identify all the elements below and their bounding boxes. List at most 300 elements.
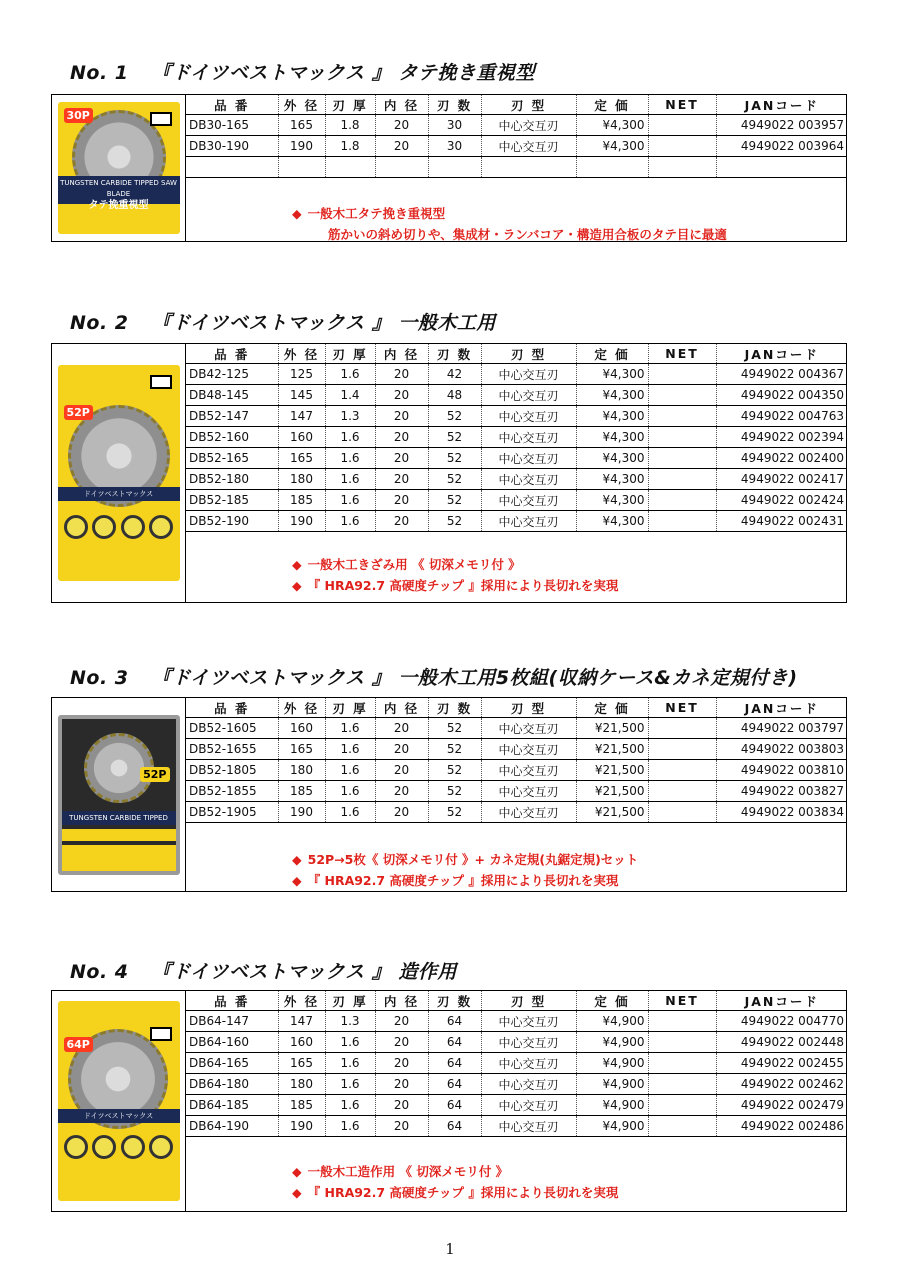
blade-thickness-cell: 1.6 bbox=[325, 469, 375, 490]
jan-code-cell: 4949022 002448 bbox=[716, 1032, 847, 1053]
note-text: 一般木工きざみ用 《 切深メモリ付 》 bbox=[307, 557, 521, 572]
column-header: 内 径 bbox=[375, 991, 428, 1011]
tooth-count-badge: 52P bbox=[64, 405, 93, 420]
column-header: JANコード bbox=[716, 698, 847, 718]
table-row bbox=[186, 427, 847, 448]
diamond-bullet-icon: ◆ bbox=[292, 206, 302, 221]
package-band: TUNGSTEN CARBIDE TIPPED bbox=[62, 811, 176, 825]
product-code-cell bbox=[186, 157, 278, 178]
inner-diameter-cell: 20 bbox=[375, 739, 428, 760]
list-price-cell: ¥21,500 bbox=[576, 718, 648, 739]
tooth-count-cell: 64 bbox=[428, 1074, 481, 1095]
tooth-count-cell: 52 bbox=[428, 427, 481, 448]
product-code-cell: DB42-125 bbox=[186, 364, 278, 385]
list-price-cell: ¥4,300 bbox=[576, 427, 648, 448]
product-code-cell: DB52-1605 bbox=[186, 718, 278, 739]
package-band: ドイツベストマックス bbox=[58, 487, 180, 501]
inner-diameter-cell: 20 bbox=[375, 1011, 428, 1032]
jan-code-cell: 4949022 004350 bbox=[716, 385, 847, 406]
jan-code-cell bbox=[716, 157, 847, 178]
product-code-cell: DB52-1805 bbox=[186, 760, 278, 781]
table-row bbox=[186, 1032, 847, 1053]
package-band bbox=[58, 176, 180, 211]
column-header: 品 番 bbox=[186, 95, 278, 115]
list-price-cell: ¥4,300 bbox=[576, 469, 648, 490]
note-line bbox=[292, 870, 638, 891]
column-header: 外 径 bbox=[278, 344, 325, 364]
inner-diameter-cell: 20 bbox=[375, 427, 428, 448]
jan-code-cell: 4949022 002417 bbox=[716, 469, 847, 490]
spec-table-4 bbox=[186, 991, 847, 1137]
note-text: 『 HRA92.7 高硬度チップ 』採用により長切れを実現 bbox=[307, 1185, 619, 1200]
outer-diameter-cell: 165 bbox=[278, 448, 325, 469]
inner-diameter-cell: 20 bbox=[375, 718, 428, 739]
tooth-type-cell: 中心交互刃 bbox=[481, 427, 576, 448]
column-header: 定 価 bbox=[576, 991, 648, 1011]
tooth-count-cell: 52 bbox=[428, 718, 481, 739]
net-price-cell bbox=[648, 1074, 716, 1095]
table-row bbox=[186, 448, 847, 469]
column-header: 外 径 bbox=[278, 698, 325, 718]
blade-thickness-cell: 1.8 bbox=[325, 115, 375, 136]
table-row bbox=[186, 406, 847, 427]
list-price-cell bbox=[576, 157, 648, 178]
note-text: 『 HRA92.7 高硬度チップ 』採用により長切れを実現 bbox=[307, 578, 619, 593]
net-price-cell bbox=[648, 157, 716, 178]
page-number: 1 bbox=[445, 1240, 455, 1258]
column-header: 刃 型 bbox=[481, 344, 576, 364]
inner-diameter-cell: 20 bbox=[375, 511, 428, 532]
tooth-type-cell: 中心交互刃 bbox=[481, 385, 576, 406]
jan-code-cell: 4949022 002486 bbox=[716, 1116, 847, 1137]
jan-code-cell: 4949022 004367 bbox=[716, 364, 847, 385]
inner-diameter-cell: 20 bbox=[375, 781, 428, 802]
product-block-1 bbox=[51, 94, 847, 242]
note-line bbox=[292, 575, 618, 596]
package-band-text: TUNGSTEN CARBIDE TIPPED SAW BLADE bbox=[60, 179, 177, 198]
jan-code-cell: 4949022 002479 bbox=[716, 1095, 847, 1116]
table-header-row bbox=[186, 991, 847, 1011]
tooth-count-badge: 30P bbox=[64, 108, 93, 123]
tooth-type-cell: 中心交互刃 bbox=[481, 802, 576, 823]
list-price-cell: ¥4,900 bbox=[576, 1053, 648, 1074]
product-code-cell: DB52-165 bbox=[186, 448, 278, 469]
blade-sample-icon bbox=[149, 1135, 173, 1159]
column-header: 内 径 bbox=[375, 344, 428, 364]
table-row bbox=[186, 1011, 847, 1032]
product-code-cell: DB52-1855 bbox=[186, 781, 278, 802]
section-notes bbox=[292, 849, 638, 891]
column-header: JANコード bbox=[716, 991, 847, 1011]
blade-sample-icon bbox=[64, 515, 88, 539]
note-text: 52P→5枚《 切深メモリ付 》+ カネ定規(丸鋸定規)セット bbox=[307, 852, 639, 867]
outer-diameter-cell: 165 bbox=[278, 739, 325, 760]
outer-diameter-cell: 147 bbox=[278, 406, 325, 427]
product-block-4 bbox=[51, 990, 847, 1212]
tooth-type-cell: 中心交互刃 bbox=[481, 490, 576, 511]
tooth-type-cell: 中心交互刃 bbox=[481, 1053, 576, 1074]
note-text: 『 HRA92.7 高硬度チップ 』採用により長切れを実現 bbox=[307, 873, 619, 888]
tooth-count-cell: 30 bbox=[428, 115, 481, 136]
outer-diameter-cell: 180 bbox=[278, 1074, 325, 1095]
list-price-cell: ¥4,900 bbox=[576, 1011, 648, 1032]
jan-code-cell: 4949022 002400 bbox=[716, 448, 847, 469]
table-row bbox=[186, 364, 847, 385]
product-code-cell: DB30-190 bbox=[186, 136, 278, 157]
note-text: 一般木工タテ挽き重視型 bbox=[307, 206, 446, 221]
product-code-cell: DB64-180 bbox=[186, 1074, 278, 1095]
blade-sample-icon bbox=[121, 515, 145, 539]
table-row bbox=[186, 739, 847, 760]
section-number: No. 4 bbox=[70, 961, 129, 983]
net-price-cell bbox=[648, 739, 716, 760]
diamond-bullet-icon: ◆ bbox=[292, 578, 302, 593]
net-price-cell bbox=[648, 490, 716, 511]
column-header: 定 価 bbox=[576, 95, 648, 115]
table-row bbox=[186, 760, 847, 781]
product-code-cell: DB30-165 bbox=[186, 115, 278, 136]
tooth-type-cell: 中心交互刃 bbox=[481, 760, 576, 781]
product-photo bbox=[52, 991, 186, 1211]
inner-diameter-cell: 20 bbox=[375, 1053, 428, 1074]
outer-diameter-cell: 160 bbox=[278, 1032, 325, 1053]
package-image bbox=[58, 102, 180, 234]
product-code-cell: DB64-147 bbox=[186, 1011, 278, 1032]
column-header: 定 価 bbox=[576, 698, 648, 718]
outer-diameter-cell: 165 bbox=[278, 115, 325, 136]
section-notes bbox=[292, 1161, 618, 1203]
list-price-cell: ¥21,500 bbox=[576, 802, 648, 823]
tooth-type-cell: 中心交互刃 bbox=[481, 448, 576, 469]
outer-diameter-cell: 190 bbox=[278, 136, 325, 157]
net-price-cell bbox=[648, 469, 716, 490]
blade-thickness-cell bbox=[325, 157, 375, 178]
tooth-count-cell: 64 bbox=[428, 1053, 481, 1074]
diamond-bullet-icon: ◆ bbox=[292, 1185, 302, 1200]
column-header: 刃 厚 bbox=[325, 344, 375, 364]
table-row bbox=[186, 490, 847, 511]
product-code-cell: DB64-160 bbox=[186, 1032, 278, 1053]
tooth-count-cell: 52 bbox=[428, 469, 481, 490]
tooth-count-cell: 64 bbox=[428, 1095, 481, 1116]
tooth-type-cell: 中心交互刃 bbox=[481, 1074, 576, 1095]
column-header: 刃 厚 bbox=[325, 991, 375, 1011]
tooth-type-cell: 中心交互刃 bbox=[481, 115, 576, 136]
note-line: 筋かいの斜め切りや、集成材・ランバコア・構造用合板のタテ目に最適 bbox=[328, 227, 727, 242]
tooth-count-cell: 52 bbox=[428, 781, 481, 802]
list-price-cell: ¥21,500 bbox=[576, 760, 648, 781]
outer-diameter-cell: 145 bbox=[278, 385, 325, 406]
list-price-cell: ¥4,900 bbox=[576, 1074, 648, 1095]
note-line bbox=[292, 1182, 618, 1203]
diamond-bullet-icon: ◆ bbox=[292, 1164, 302, 1179]
product-code-cell: DB52-147 bbox=[186, 406, 278, 427]
jan-code-cell: 4949022 002455 bbox=[716, 1053, 847, 1074]
product-code-cell: DB64-185 bbox=[186, 1095, 278, 1116]
inner-diameter-cell bbox=[375, 157, 428, 178]
section-number: No. 2 bbox=[70, 312, 129, 334]
net-price-cell bbox=[648, 718, 716, 739]
table-header-row bbox=[186, 95, 847, 115]
jan-code-cell: 4949022 003803 bbox=[716, 739, 847, 760]
spec-table-2 bbox=[186, 344, 847, 532]
net-price-cell bbox=[648, 511, 716, 532]
column-header: 品 番 bbox=[186, 991, 278, 1011]
list-price-cell: ¥4,300 bbox=[576, 364, 648, 385]
tooth-type-cell: 中心交互刃 bbox=[481, 1032, 576, 1053]
section-number: No. 1 bbox=[70, 62, 129, 84]
blade-thickness-cell: 1.6 bbox=[325, 781, 375, 802]
column-header: JANコード bbox=[716, 344, 847, 364]
net-price-cell bbox=[648, 1032, 716, 1053]
jan-code-cell: 4949022 002424 bbox=[716, 490, 847, 511]
net-price-cell bbox=[648, 781, 716, 802]
blade-thickness-cell: 1.4 bbox=[325, 385, 375, 406]
net-price-cell bbox=[648, 1095, 716, 1116]
blade-sample-icon bbox=[92, 1135, 116, 1159]
column-header: 刃 型 bbox=[481, 698, 576, 718]
list-price-cell: ¥4,300 bbox=[576, 136, 648, 157]
inner-diameter-cell: 20 bbox=[375, 1095, 428, 1116]
tooth-type-cell: 中心交互刃 bbox=[481, 1011, 576, 1032]
list-price-cell: ¥4,900 bbox=[576, 1095, 648, 1116]
product-code-cell: DB52-1905 bbox=[186, 802, 278, 823]
blade-thickness-cell: 1.6 bbox=[325, 1074, 375, 1095]
list-price-cell: ¥4,300 bbox=[576, 490, 648, 511]
note-line bbox=[292, 554, 618, 575]
section-4-title bbox=[70, 957, 457, 984]
table-row bbox=[186, 1053, 847, 1074]
jan-code-cell: 4949022 004763 bbox=[716, 406, 847, 427]
outer-diameter-cell: 185 bbox=[278, 781, 325, 802]
product-block-3 bbox=[51, 697, 847, 892]
list-price-cell: ¥4,300 bbox=[576, 406, 648, 427]
table-row bbox=[186, 511, 847, 532]
column-header: 定 価 bbox=[576, 344, 648, 364]
blade-thickness-cell: 1.6 bbox=[325, 760, 375, 781]
column-header: 刃 数 bbox=[428, 991, 481, 1011]
outer-diameter-cell: 165 bbox=[278, 1053, 325, 1074]
package-image bbox=[58, 365, 180, 581]
blade-thickness-cell: 1.6 bbox=[325, 448, 375, 469]
column-header: NET bbox=[648, 344, 716, 364]
blade-thickness-cell: 1.6 bbox=[325, 1053, 375, 1074]
column-header: 内 径 bbox=[375, 698, 428, 718]
tooth-count-cell: 64 bbox=[428, 1116, 481, 1137]
tooth-count-badge: 52P bbox=[140, 767, 169, 782]
net-price-cell bbox=[648, 136, 716, 157]
outer-diameter-cell: 190 bbox=[278, 802, 325, 823]
table-row bbox=[186, 385, 847, 406]
net-price-cell bbox=[648, 427, 716, 448]
inner-diameter-cell: 20 bbox=[375, 1116, 428, 1137]
table-row bbox=[186, 1074, 847, 1095]
table-row bbox=[186, 136, 847, 157]
net-price-cell bbox=[648, 385, 716, 406]
inner-diameter-cell: 20 bbox=[375, 1074, 428, 1095]
column-header: 品 番 bbox=[186, 698, 278, 718]
jan-code-cell: 4949022 003797 bbox=[716, 718, 847, 739]
tooth-type-cell: 中心交互刃 bbox=[481, 364, 576, 385]
section-notes bbox=[292, 554, 618, 596]
jan-code-cell: 4949022 003827 bbox=[716, 781, 847, 802]
column-header: 品 番 bbox=[186, 344, 278, 364]
table-row bbox=[186, 115, 847, 136]
blade-samples bbox=[64, 515, 174, 539]
blade-sample-icon bbox=[121, 1135, 145, 1159]
column-header: 内 径 bbox=[375, 95, 428, 115]
package-stripe bbox=[62, 829, 176, 841]
tooth-count-cell: 52 bbox=[428, 739, 481, 760]
tooth-count-cell bbox=[428, 157, 481, 178]
section-heading: 『ドイツベストマックス 』 一般木工用 bbox=[152, 312, 496, 334]
blade-thickness-cell: 1.6 bbox=[325, 1116, 375, 1137]
outer-diameter-cell: 160 bbox=[278, 718, 325, 739]
section-1-title bbox=[70, 58, 535, 85]
tooth-count-cell: 64 bbox=[428, 1032, 481, 1053]
blade-sample-icon bbox=[64, 1135, 88, 1159]
tooth-type-cell: 中心交互刃 bbox=[481, 781, 576, 802]
blade-thickness-cell: 1.6 bbox=[325, 511, 375, 532]
inner-diameter-cell: 20 bbox=[375, 406, 428, 427]
product-code-cell: DB52-190 bbox=[186, 511, 278, 532]
jan-code-cell: 4949022 002394 bbox=[716, 427, 847, 448]
note-line bbox=[292, 849, 638, 870]
diamond-bullet-icon: ◆ bbox=[292, 873, 302, 888]
blade-thickness-cell: 1.6 bbox=[325, 718, 375, 739]
tooth-type-cell: 中心交互刃 bbox=[481, 718, 576, 739]
diamond-bullet-icon: ◆ bbox=[292, 557, 302, 572]
blade-thickness-cell: 1.3 bbox=[325, 406, 375, 427]
package-image bbox=[58, 715, 180, 875]
inner-diameter-cell: 20 bbox=[375, 469, 428, 490]
net-price-cell bbox=[648, 1011, 716, 1032]
package-footer bbox=[62, 845, 176, 871]
outer-diameter-cell: 190 bbox=[278, 1116, 325, 1137]
list-price-cell: ¥4,300 bbox=[576, 511, 648, 532]
jan-code-cell: 4949022 003964 bbox=[716, 136, 847, 157]
blade-thickness-cell: 1.6 bbox=[325, 1095, 375, 1116]
column-header: 外 径 bbox=[278, 991, 325, 1011]
section-number: No. 3 bbox=[70, 667, 129, 689]
net-price-cell bbox=[648, 115, 716, 136]
tooth-type-cell bbox=[481, 157, 576, 178]
product-code-cell: DB52-185 bbox=[186, 490, 278, 511]
outer-diameter-cell: 160 bbox=[278, 427, 325, 448]
tooth-count-cell: 30 bbox=[428, 136, 481, 157]
list-price-cell: ¥4,300 bbox=[576, 385, 648, 406]
outer-diameter-cell: 125 bbox=[278, 364, 325, 385]
section-3-title bbox=[70, 663, 798, 690]
list-price-cell: ¥4,900 bbox=[576, 1116, 648, 1137]
tooth-count-cell: 52 bbox=[428, 511, 481, 532]
tooth-type-cell: 中心交互刃 bbox=[481, 136, 576, 157]
inner-diameter-cell: 20 bbox=[375, 760, 428, 781]
blade-sample-icon bbox=[92, 515, 116, 539]
inner-diameter-cell: 20 bbox=[375, 115, 428, 136]
inner-diameter-cell: 20 bbox=[375, 364, 428, 385]
jan-code-cell: 4949022 004770 bbox=[716, 1011, 847, 1032]
list-price-cell: ¥4,900 bbox=[576, 1032, 648, 1053]
inner-diameter-cell: 20 bbox=[375, 802, 428, 823]
column-header: NET bbox=[648, 95, 716, 115]
inner-diameter-cell: 20 bbox=[375, 1032, 428, 1053]
jan-code-cell: 4949022 003834 bbox=[716, 802, 847, 823]
tooth-count-cell: 64 bbox=[428, 1011, 481, 1032]
blade-thickness-cell: 1.6 bbox=[325, 364, 375, 385]
column-header: 刃 厚 bbox=[325, 698, 375, 718]
inner-diameter-cell: 20 bbox=[375, 385, 428, 406]
package-band-subtext: タテ挽重視型 bbox=[88, 200, 149, 211]
column-header: 刃 型 bbox=[481, 95, 576, 115]
product-photo bbox=[52, 95, 186, 241]
blade-samples bbox=[64, 1135, 174, 1159]
list-price-cell: ¥4,300 bbox=[576, 448, 648, 469]
inner-diameter-cell: 20 bbox=[375, 490, 428, 511]
product-code-cell: DB52-160 bbox=[186, 427, 278, 448]
column-header: NET bbox=[648, 991, 716, 1011]
blade-thickness-cell: 1.6 bbox=[325, 1032, 375, 1053]
jan-code-cell: 4949022 003957 bbox=[716, 115, 847, 136]
inner-diameter-cell: 20 bbox=[375, 448, 428, 469]
blade-thickness-cell: 1.6 bbox=[325, 427, 375, 448]
net-price-cell bbox=[648, 802, 716, 823]
section-heading: 『ドイツベストマックス 』 タテ挽き重視型 bbox=[152, 62, 535, 84]
brand-logo-icon bbox=[150, 112, 172, 126]
list-price-cell: ¥21,500 bbox=[576, 781, 648, 802]
jan-code-cell: 4949022 002431 bbox=[716, 511, 847, 532]
product-photo bbox=[52, 698, 186, 891]
spec-table-1 bbox=[186, 95, 847, 178]
product-block-2 bbox=[51, 343, 847, 603]
column-header: 刃 数 bbox=[428, 344, 481, 364]
note-text: 一般木工造作用 《 切深メモリ付 》 bbox=[307, 1164, 509, 1179]
diamond-bullet-icon: ◆ bbox=[292, 852, 302, 867]
tooth-type-cell: 中心交互刃 bbox=[481, 1095, 576, 1116]
net-price-cell bbox=[648, 406, 716, 427]
blade-thickness-cell: 1.6 bbox=[325, 802, 375, 823]
outer-diameter-cell bbox=[278, 157, 325, 178]
net-price-cell bbox=[648, 1053, 716, 1074]
table-row bbox=[186, 157, 847, 178]
product-photo bbox=[52, 344, 186, 602]
blade-thickness-cell: 1.8 bbox=[325, 136, 375, 157]
product-code-cell: DB64-190 bbox=[186, 1116, 278, 1137]
spec-table-3 bbox=[186, 698, 847, 823]
table-row bbox=[186, 469, 847, 490]
package-band: ドイツベストマックス bbox=[58, 1109, 180, 1123]
net-price-cell bbox=[648, 448, 716, 469]
product-code-cell: DB48-145 bbox=[186, 385, 278, 406]
tooth-count-cell: 48 bbox=[428, 385, 481, 406]
tooth-type-cell: 中心交互刃 bbox=[481, 406, 576, 427]
section-notes bbox=[292, 203, 727, 245]
outer-diameter-cell: 190 bbox=[278, 511, 325, 532]
tooth-count-cell: 52 bbox=[428, 802, 481, 823]
product-code-cell: DB64-165 bbox=[186, 1053, 278, 1074]
column-header: 刃 厚 bbox=[325, 95, 375, 115]
outer-diameter-cell: 180 bbox=[278, 760, 325, 781]
list-price-cell: ¥21,500 bbox=[576, 739, 648, 760]
tooth-type-cell: 中心交互刃 bbox=[481, 1116, 576, 1137]
tooth-count-cell: 52 bbox=[428, 406, 481, 427]
section-heading: 『ドイツベストマックス 』 造作用 bbox=[152, 961, 457, 983]
table-row bbox=[186, 1095, 847, 1116]
column-header: 外 径 bbox=[278, 95, 325, 115]
column-header: 刃 数 bbox=[428, 95, 481, 115]
table-row bbox=[186, 718, 847, 739]
note-line bbox=[292, 1161, 618, 1182]
